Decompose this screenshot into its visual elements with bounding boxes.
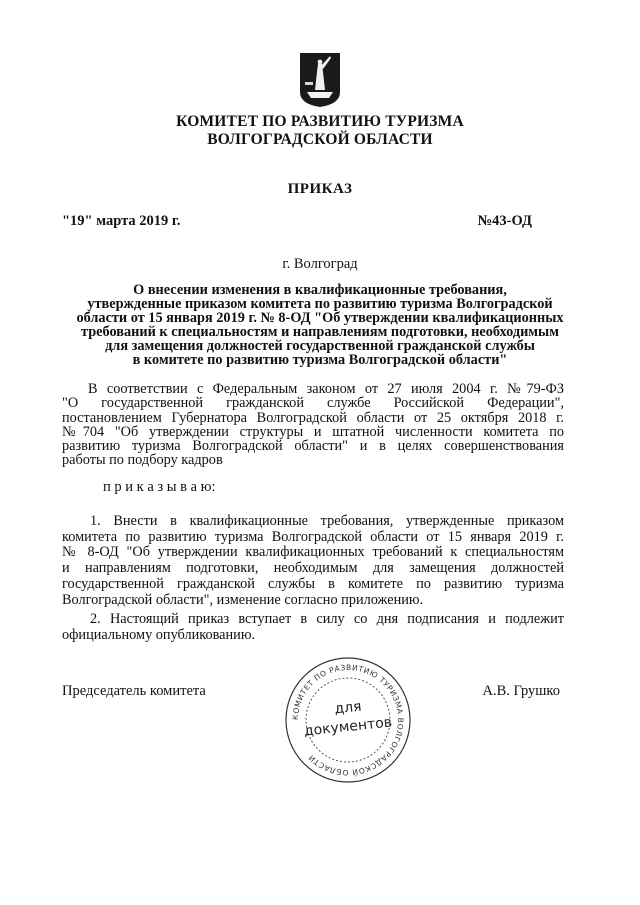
order-number: №43-ОД <box>477 213 532 229</box>
stamp-line1: для <box>333 698 363 718</box>
item-line: № 8-ОД "Об утверждении квалификационных требований к специальностям <box>62 544 564 561</box>
org-name-line1: КОМИТЕТ ПО РАЗВИТИЮ ТУРИЗМА <box>176 113 464 130</box>
stamp-ring-text: КОМИТЕТ ПО РАЗВИТИЮ ТУРИЗМА ВОЛГОГРАДСКОЙ ОБЛАСТИ <box>290 662 406 778</box>
preamble-line: постановлением Губернатора Волгоградской области от 25 октября 2018 г. <box>62 409 564 426</box>
official-stamp <box>283 655 413 785</box>
subject-line: требований к специальностям и направлениям подготовки, необходимым <box>81 324 559 340</box>
subject-line: для замещения должностей государственной гражданской службы <box>105 338 535 354</box>
subject-line: О внесении изменения в квалификационные требования, <box>133 282 507 298</box>
item-line: 1. Внести в квалификационные требования, утвержденные приказом <box>90 513 564 529</box>
preamble-line: работы по подбору кадров <box>62 452 223 469</box>
item-line: официальному опубликованию. <box>62 626 256 643</box>
order-date: "19" марта 2019 г. <box>62 213 181 229</box>
item-line: 2. Настоящий приказ вступает в силу со дня подписания и подлежит <box>90 611 564 627</box>
preamble-line: В соответствии с Федеральным законом от 27 июля 2004 г. №79-ФЗ <box>88 381 564 397</box>
preamble-line: развитию туризма Волгоградской области" и в целях совершенствования <box>62 438 564 455</box>
order-title: ПРИКАЗ <box>287 181 353 197</box>
signer-position: Председатель комитета <box>62 683 206 699</box>
subject-line: в комитете по развитию туризма Волгоградской области" <box>132 352 508 368</box>
order-item-1 <box>62 514 564 608</box>
item-line: и направлениям подготовки, необходимым для замещения должностей <box>62 560 564 577</box>
stamp-line2: документов <box>303 714 393 740</box>
subject-line: области от 15 января 2019 г. № 8-ОД "Об утверждении квалификационных <box>76 310 564 326</box>
item-line: Волгоградской области", изменение согласно приложению. <box>62 591 424 608</box>
org-name-line2: ВОЛГОГРАДСКОЙ ОБЛАСТИ <box>207 131 433 148</box>
emblem <box>299 52 341 108</box>
subject-line: утвержденные приказом комитета по развитию туризма Волгоградской <box>87 296 553 312</box>
order-word: п р и к а з ы в а ю: <box>103 479 216 495</box>
item-line: комитета по развитию туризма Волгоградской области от 15 января 2019 г. <box>62 528 564 545</box>
signer-name: А.В. Грушко <box>482 683 560 699</box>
order-city: г. Волгоград <box>282 256 358 272</box>
item-line: государственной гражданской службы в комитете по развитию туризма <box>62 575 564 592</box>
volgograd-emblem-icon <box>299 52 341 108</box>
preamble-line: "О государственной гражданской службе Российской Федерации", <box>62 395 564 412</box>
order-item-2 <box>62 612 564 643</box>
preamble <box>62 382 564 468</box>
preamble-line: №704 "Об утверждении структуры и штатной численности комитета по <box>62 423 564 440</box>
